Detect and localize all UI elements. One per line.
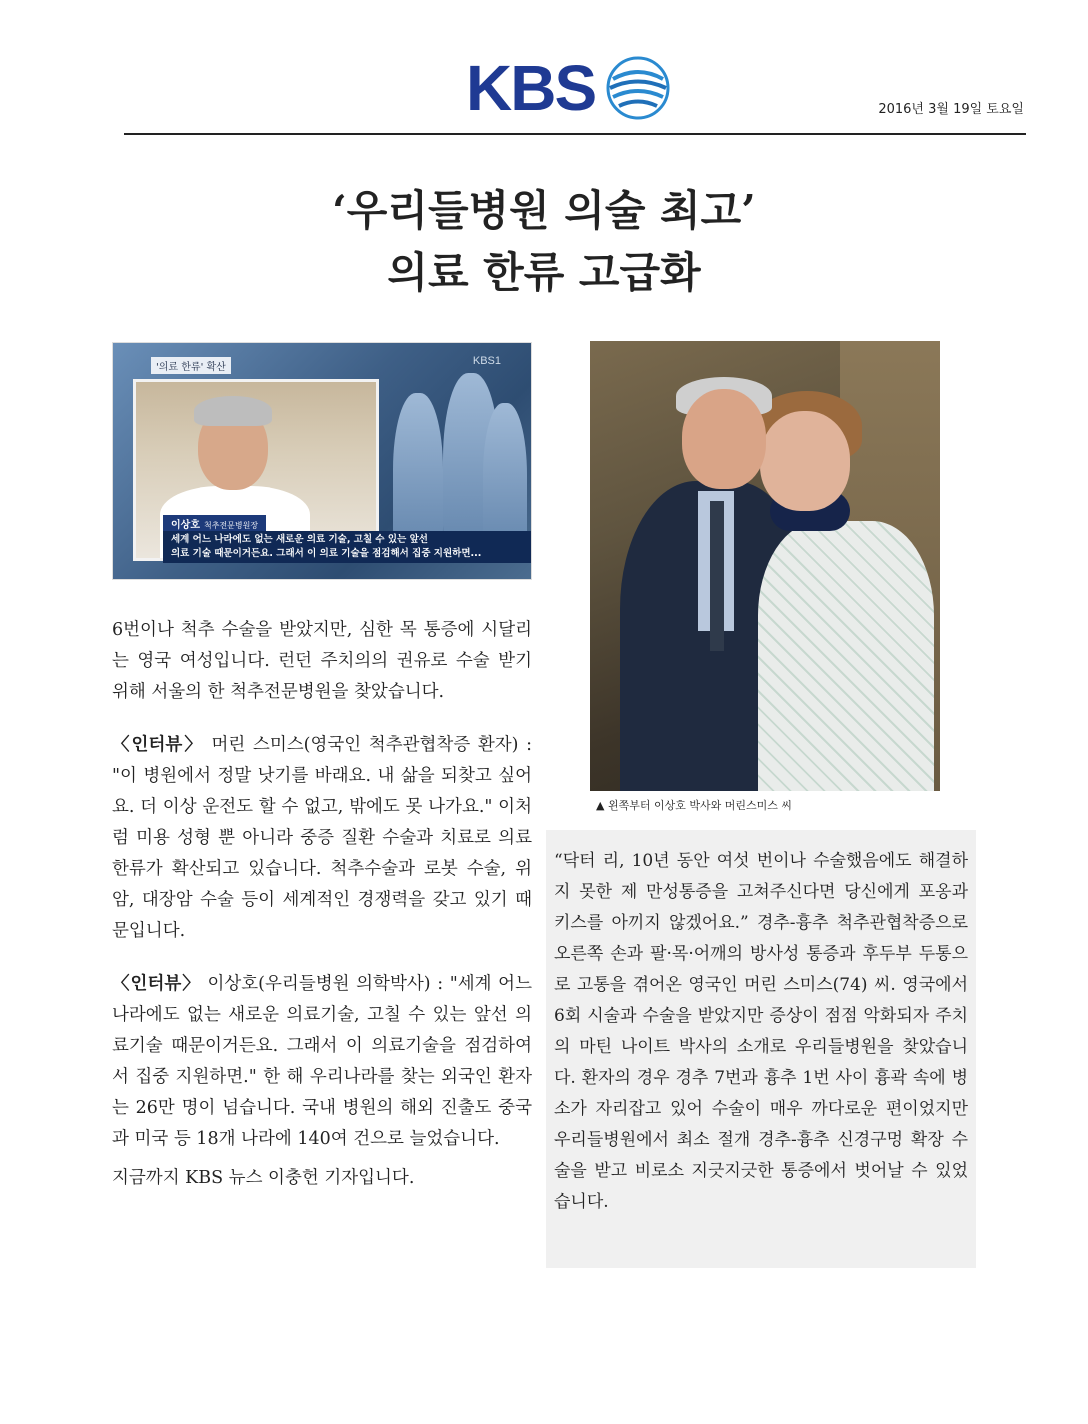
channel-logo: KBS1 (472, 355, 501, 367)
sidebar-box (546, 830, 976, 1268)
subtitle-line-2: 의료 기술 때문이거든요. 그래서 이 의료 기술을 점검해서 집중 지원하면... (171, 548, 482, 559)
interview-text: 머린 스미스(영국인 척추관협착증 환자) : "이 병원에서 정말 낫기를 바래요. 내 삶을 되찾고 싶어요. 더 이상 운전도 할 수 없고, 밖에도 못 나가요." 이처럼 미용 성형 뿐 아니라 중증 질환 수술과 치료로 의료 한류가 확산되고 있습니다. 척추수술과 로봇 수술, 위암, 대장암 수술 등이 세계적인 경쟁력을 갖고 있기 때문입니다. (112, 735, 533, 941)
article-signoff: 지금까지 KBS 뉴스 이충헌 기자입니다. (112, 1168, 415, 1188)
subtitle-caption (163, 531, 531, 563)
kbs-globe-icon (605, 55, 671, 121)
headline (0, 180, 1088, 304)
headline-line-2: 의료 한류 고급화 (387, 248, 701, 297)
article-paragraph-1: 6번이나 척추 수술을 받았지만, 심한 목 통증에 시달리는 영국 여성입니다. 런던 주치의의 권유로 수술 받기 위해 서울의 한 척추전문병원을 찾았습니다. (112, 620, 532, 702)
sidebar-text: “닥터 리, 10년 동안 여섯 번이나 수술했음에도 해결하지 못한 제 만성통증을 고쳐주신다면 당신에게 포옹과 키스를 아끼지 않겠어요.” 경추-흉추 척추관협착증으로 오른쪽 손과 팔·목·어깨의 방사성 통증과 후두부 두통으로 고통을 겪어온 영국인 머린 스미스(74) 씨. 영국에서 6회 시술과 수술을 받았지만 증상이 점점 악화되자 주치의 마틴 나이트 박사의 소개로 우리들병원을 찾았습니다. 환자의 경우 경추 7번과 흉추 1번 사이 흉곽 속에 병소가 자리잡고 있어 수술이 매우 까다로운 편이었지만 우리들병원에서 최소 절개 경추-흉추 신경구멍 확장 수술을 받고 비로소 지긋지긋한 통증에서 벗어날 수 있었습니다. (554, 851, 968, 1212)
interviewee-name-caption (163, 515, 266, 532)
interview-text: 이상호(우리들병원 의학박사) : "세계 어느 나라에도 없는 새로운 의료기술, 고칠 수 있는 앞선 의료기술 때문이거든요. 그래서 이 의료기술을 점검하여서 집중 지원하면." 한 해 우리나라를 찾는 외국인 환자는 26만 명이 넘습니다. 국내 병원의 해외 진출도 중국과 미국 등 18개 나라에 140여 건으로 늘었습니다. (112, 974, 532, 1149)
article-paragraph-2 (112, 730, 532, 947)
photo-caption: ▲ 왼쪽부터 이상호 박사와 머린스미스 씨 (596, 799, 792, 812)
interview-label: 〈인터뷰〉 (112, 974, 201, 994)
masthead (0, 0, 1088, 140)
article-body (112, 615, 532, 1216)
interviewee-name: 이상호 (171, 520, 200, 531)
issue-date: 2016년 3월 19일 토요일 (878, 102, 1024, 117)
interview-label: 〈인터뷰〉 (112, 735, 204, 755)
tv-news-still (112, 342, 532, 580)
news-topic-tag: '의료 한류' 확산 (151, 357, 231, 374)
headline-line-1: ‘우리들병원 의술 최고’ (332, 186, 756, 235)
portrait-photo (590, 341, 940, 791)
brand-name: KBS (466, 52, 596, 124)
subtitle-line-1: 세계 어느 나라에도 없는 새로운 의료 기술, 고칠 수 있는 앞선 (171, 534, 428, 545)
header-divider (124, 133, 1026, 135)
interviewee-title: 척추전문병원장 (203, 521, 259, 530)
kbs-logo (466, 48, 671, 128)
article-paragraph-3 (112, 969, 532, 1155)
